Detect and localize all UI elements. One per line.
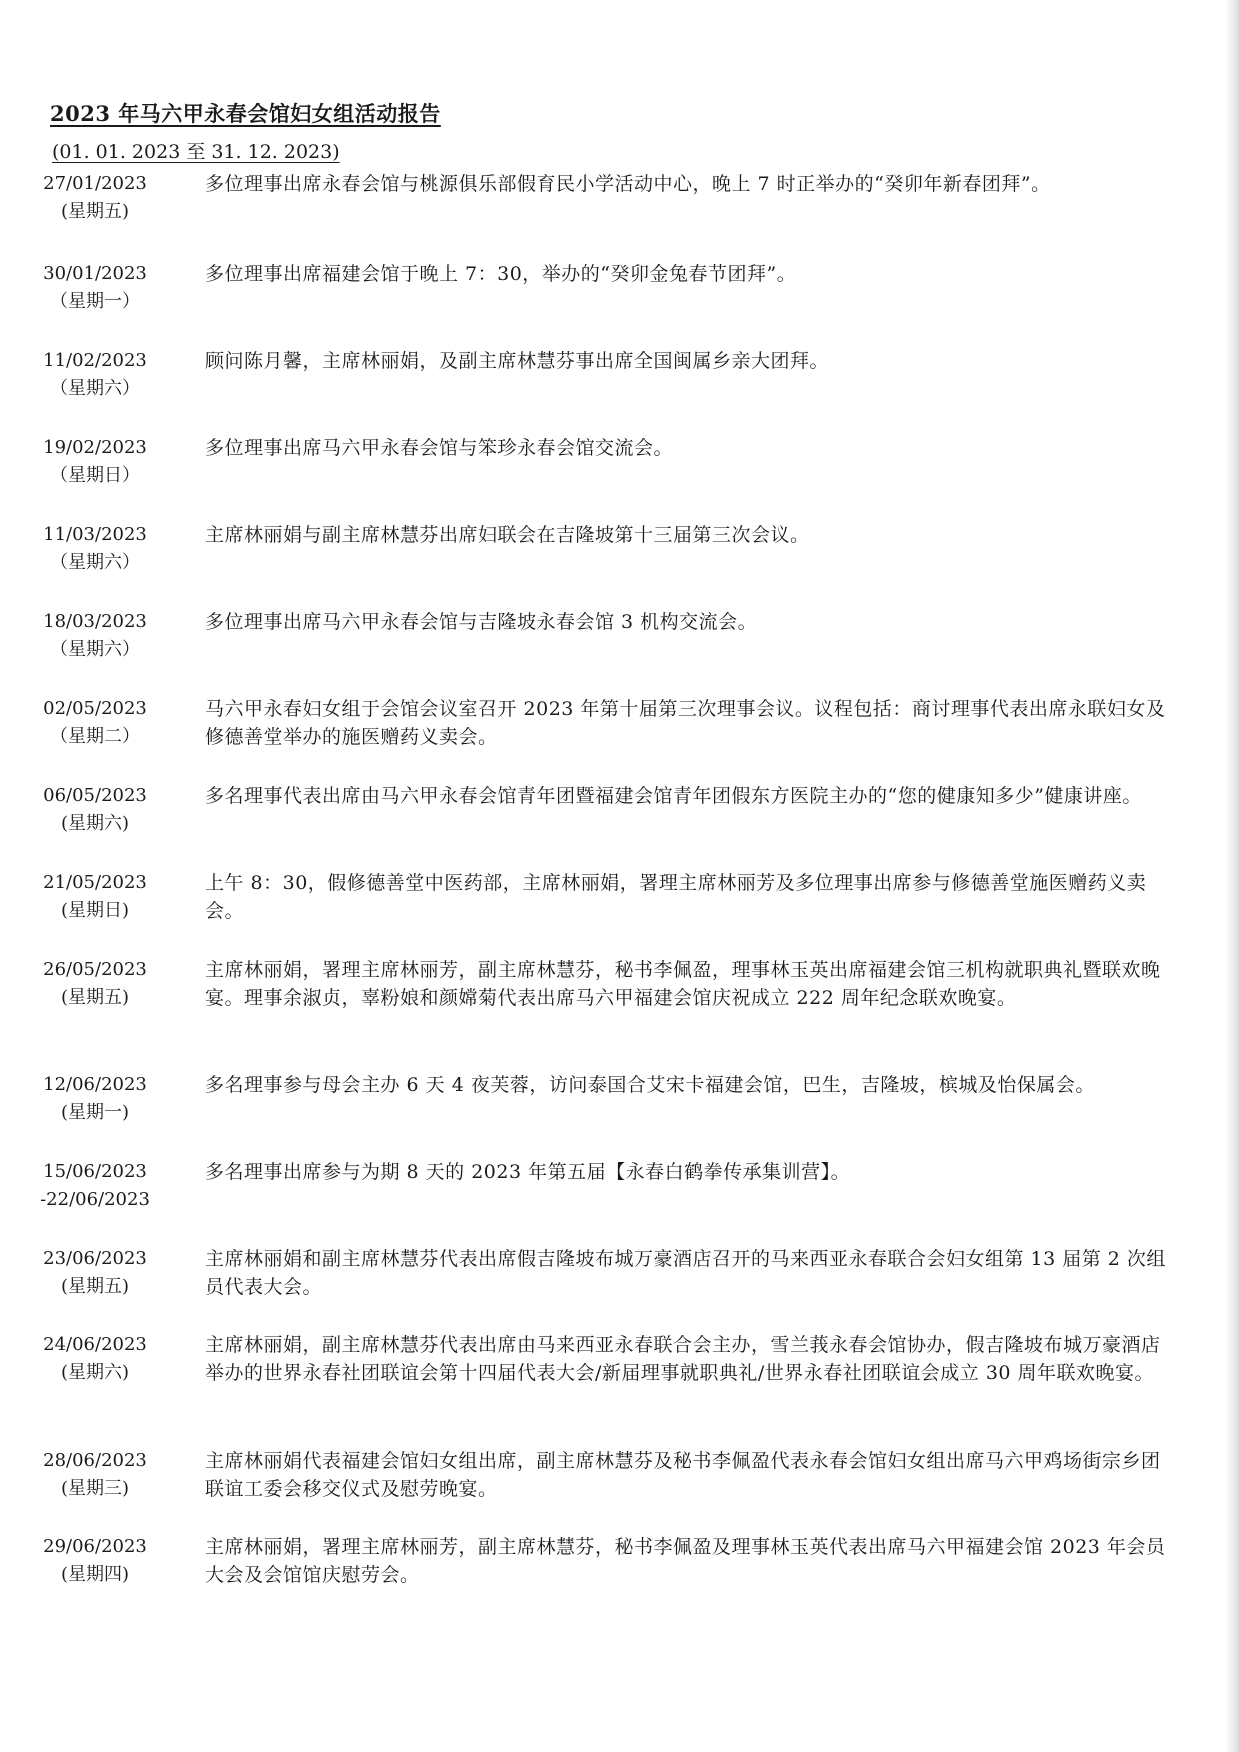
entry-date — [20, 782, 170, 838]
document-date-range: (01. 01. 2023 至 31. 12. 2023) — [52, 141, 340, 163]
entry-date — [20, 1447, 170, 1503]
entry-description: 多位理事出席马六甲永春会馆与吉隆坡永春会馆 3 机构交流会。 — [205, 611, 758, 633]
entry-date — [20, 608, 170, 664]
entry-description: 多位理事出席福建会馆于晚上 7：30，举办的“癸卯金兔春节团拜”。 — [205, 263, 797, 285]
entry-description: 多名理事出席参与为期 8 天的 2023 年第五届【永春白鹤拳传承集训营】。 — [205, 1161, 851, 1183]
entry-weekday: (星期三) — [60, 1478, 130, 1499]
entry-description: 主席林丽娟，署理主席林丽芳，副主席林慧芬，秘书李佩盈及理事林玉英代表出席马六甲福建会馆 2023 年会员大会及会馆馆庆慰劳会。 — [205, 1536, 1166, 1586]
entry-date-value: 23/06/2023 — [43, 1248, 147, 1269]
entry-date — [20, 521, 170, 577]
entry-weekday: （星期六） — [50, 639, 140, 660]
entry-weekday: (星期一) — [60, 1102, 130, 1123]
entry-description: 主席林丽娟，署理主席林丽芳，副主席林慧芬，秘书李佩盈，理事林玉英出席福建会馆三机构就职典礼暨联欢晚宴。理事余淑贞，辜粉娘和颜嫦菊代表出席马六甲福建会馆庆祝成立 222 周年纪念联欢晚宴。 — [205, 959, 1161, 1009]
entry-date — [20, 1158, 170, 1214]
entry-date — [20, 1245, 170, 1301]
entry-date-value: 11/03/2023 — [43, 524, 147, 545]
entry-weekday: (星期六) — [60, 813, 130, 834]
entry-date-value: 21/05/2023 — [43, 872, 147, 893]
entry-weekday: （星期六） — [50, 552, 140, 573]
entry-weekday: (星期五) — [60, 201, 130, 222]
entry-description: 顾问陈月馨，主席林丽娟，及副主席林慧芬事出席全国闽属乡亲大团拜。 — [205, 350, 830, 372]
entry-date-value: 29/06/2023 — [43, 1536, 147, 1557]
scan-edge-shadow — [1225, 0, 1239, 1752]
entry-date — [20, 170, 170, 226]
entry-date-value: 18/03/2023 — [43, 611, 147, 632]
entry-description: 主席林丽娟和副主席林慧芬代表出席假吉隆坡布城万豪酒店召开的马来西亚永春联合会妇女组第 13 届第 2 次组员代表大会。 — [205, 1248, 1166, 1298]
entry-weekday: （星期二） — [50, 726, 140, 747]
entry-weekday: （星期六） — [50, 378, 140, 399]
entry-weekday: (星期四) — [60, 1564, 130, 1585]
entry-description: 多位理事出席永春会馆与桃源俱乐部假育民小学活动中心，晚上 7 时正举办的“癸卯年新春团拜”。 — [205, 173, 1051, 195]
entry-description: 多位理事出席马六甲永春会馆与笨珍永春会馆交流会。 — [205, 437, 674, 459]
entry-date-value: 24/06/2023 — [43, 1334, 147, 1355]
entry-description: 多名理事参与母会主办 6 天 4 夜芙蓉，访问泰国合艾宋卡福建会馆，巴生，吉隆坡，槟城及怡保属会。 — [205, 1074, 1095, 1096]
entry-description: 马六甲永春妇女组于会馆会议室召开 2023 年第十届第三次理事会议。议程包括：商讨理事代表出席永联妇女及修德善堂举办的施医赠药义卖会。 — [205, 698, 1166, 748]
entry-date-value: 12/06/2023 — [43, 1074, 147, 1095]
entry-description: 主席林丽娟，副主席林慧芬代表出席由马来西亚永春联合会主办，雪兰莪永春会馆协办，假吉隆坡布城万豪酒店举办的世界永春社团联谊会第十四届代表大会/新届理事就职典礼/世界永春社团联谊会成立 30 周年联欢晚宴。 — [205, 1334, 1161, 1384]
entry-date — [20, 1331, 170, 1387]
entry-date-value: 11/02/2023 — [43, 350, 147, 371]
entry-date — [20, 260, 170, 316]
entry-date-value: 06/05/2023 — [43, 785, 147, 806]
entry-weekday: (星期六) — [60, 1362, 130, 1383]
entry-date-value: 28/06/2023 — [43, 1450, 147, 1471]
entry-date — [20, 956, 170, 1012]
entry-description: 主席林丽娟与副主席林慧芬出席妇联会在吉隆坡第十三届第三次会议。 — [205, 524, 810, 546]
entry-date-value: 26/05/2023 — [43, 959, 147, 980]
entry-date-end: -22/06/2023 — [40, 1189, 150, 1210]
entry-date — [20, 347, 170, 403]
entry-weekday: (星期日) — [60, 900, 130, 921]
entry-date — [20, 434, 170, 490]
entry-description: 上午 8：30，假修德善堂中医药部，主席林丽娟，署理主席林丽芳及多位理事出席参与修德善堂施医赠药义卖会。 — [205, 872, 1147, 922]
document-title: 2023 年马六甲永春会馆妇女组活动报告 — [50, 101, 441, 126]
entry-weekday: (星期五) — [60, 1276, 130, 1297]
entry-date — [20, 1071, 170, 1127]
entry-date — [20, 1533, 170, 1589]
entry-date-value: 15/06/2023 — [43, 1161, 147, 1182]
entry-date-value: 27/01/2023 — [43, 173, 147, 194]
entry-date-value: 02/05/2023 — [43, 698, 147, 719]
entry-description: 多名理事代表出席由马六甲永春会馆青年团暨福建会馆青年团假东方医院主办的“您的健康知多少”健康讲座。 — [205, 785, 1142, 807]
entry-date — [20, 869, 170, 925]
entry-weekday: (星期五) — [60, 987, 130, 1008]
entry-date-value: 30/01/2023 — [43, 263, 147, 284]
entry-date-value: 19/02/2023 — [43, 437, 147, 458]
entry-description: 主席林丽娟代表福建会馆妇女组出席，副主席林慧芬及秘书李佩盈代表永春会馆妇女组出席马六甲鸡场街宗乡团联谊工委会移交仪式及慰劳晚宴。 — [205, 1450, 1161, 1500]
entry-date — [20, 695, 170, 751]
entry-weekday: （星期日） — [50, 465, 140, 486]
entry-weekday: （星期一） — [50, 291, 140, 312]
